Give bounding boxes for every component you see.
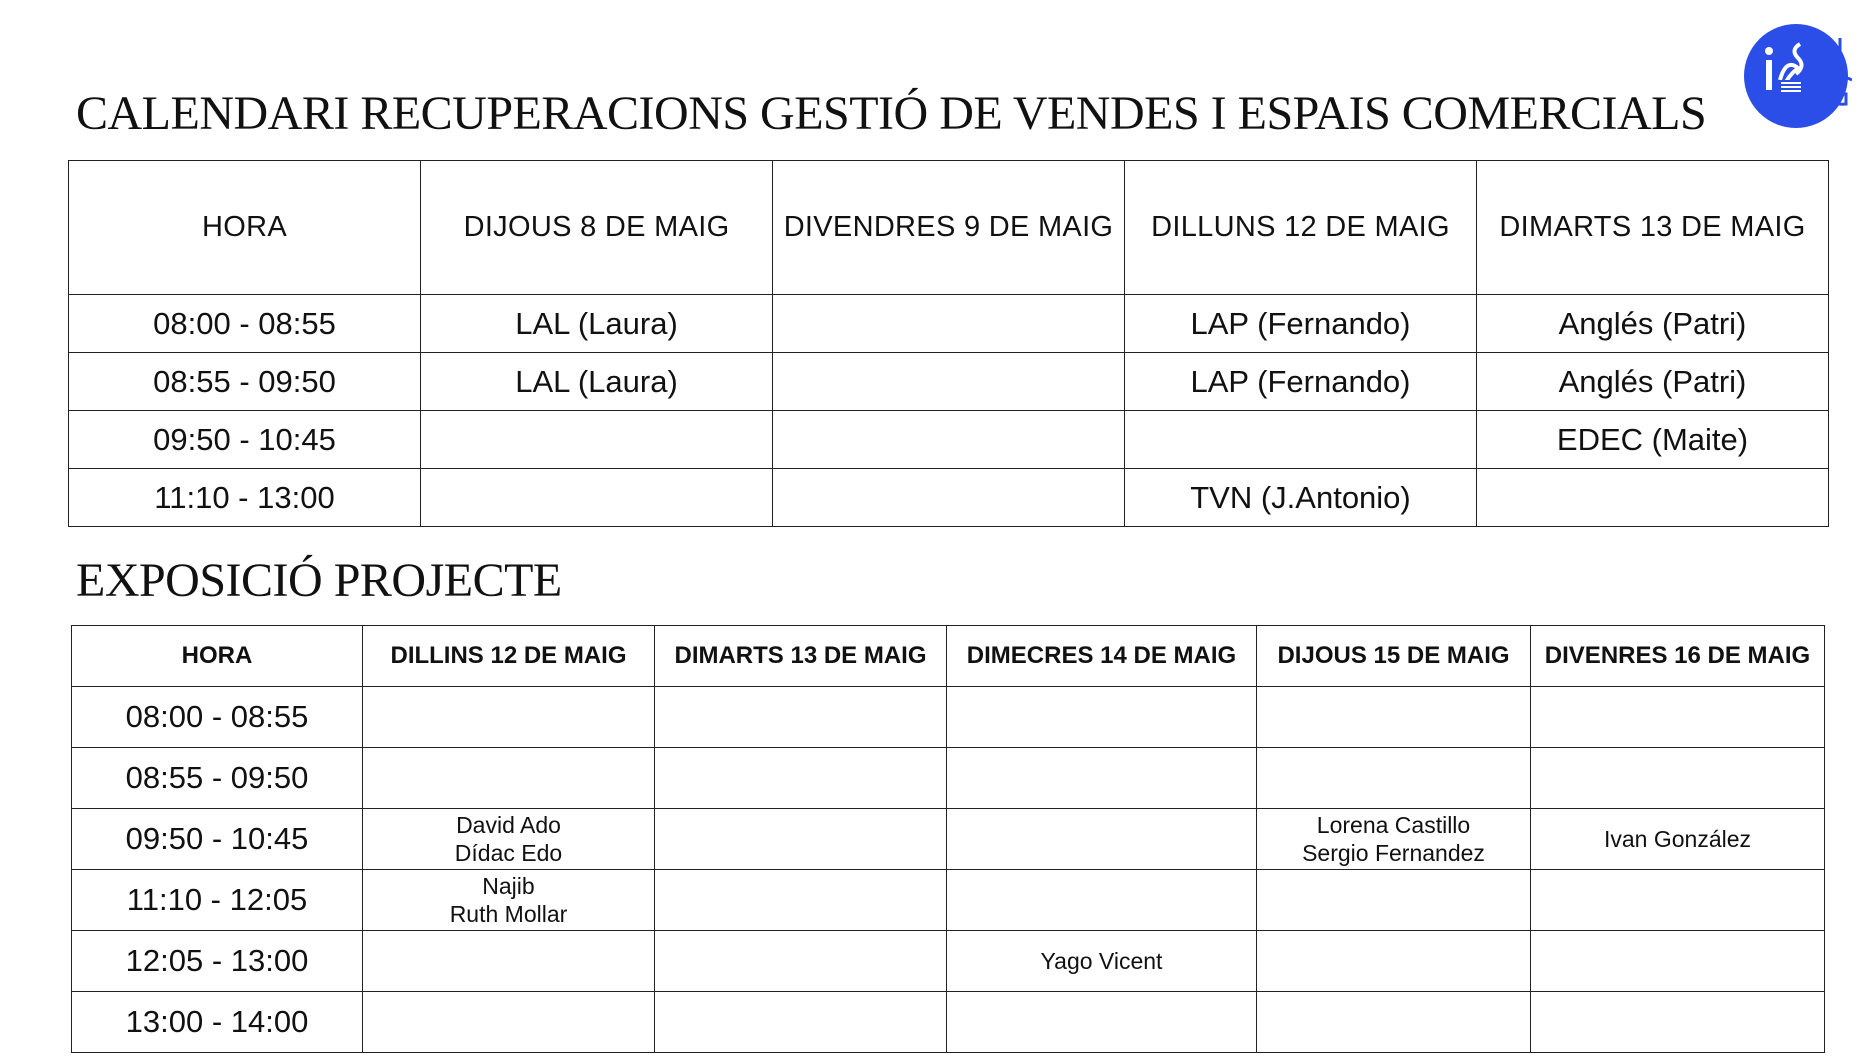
schedule-cell (773, 353, 1125, 411)
table-header-row (69, 161, 1829, 295)
header-cell-day: DIVENDRES 9 DE MAIG (773, 161, 1125, 295)
header-cell-day: DILLUNS 12 DE MAIG (1125, 161, 1477, 295)
exposicio-title: EXPOSICIÓ PROJECTE (76, 554, 562, 607)
schedule-cell (363, 687, 655, 748)
time-cell: 09:50 - 10:45 (69, 411, 421, 469)
schedule-cell (1531, 809, 1825, 870)
table-row (69, 295, 1829, 353)
time-cell: 13:00 - 14:00 (72, 992, 363, 1053)
schedule-cell: LAL (Laura) (421, 353, 773, 411)
time-cell: 09:50 - 10:45 (72, 809, 363, 870)
student-name: Ivan González (1603, 826, 1752, 852)
header-cell-hora: HORA (69, 161, 421, 295)
schedule-cell (947, 809, 1257, 870)
time-cell: 08:55 - 09:50 (69, 353, 421, 411)
time-cell: 12:05 - 13:00 (72, 931, 363, 992)
student-name: Najib (482, 873, 535, 899)
schedule-cell (947, 687, 1257, 748)
schedule-cell (947, 748, 1257, 809)
student-name: Yago Vicent (1040, 948, 1163, 974)
schedule-cell (1257, 931, 1531, 992)
schedule-cell (1531, 870, 1825, 931)
schedule-cell (363, 748, 655, 809)
header-cell-day: DIJOUS 8 DE MAIG (421, 161, 773, 295)
schedule-cell (1477, 469, 1829, 527)
schedule-cell (363, 992, 655, 1053)
student-name: Sergio Fernandez (1302, 840, 1485, 866)
schedule-cell (1257, 687, 1531, 748)
header-cell-day: DIVENRES 16 DE MAIG (1531, 626, 1825, 687)
table-row (69, 353, 1829, 411)
student-name: David Ado (456, 812, 561, 838)
header-cell-day: DIMECRES 14 DE MAIG (947, 626, 1257, 687)
schedule-cell (363, 931, 655, 992)
schedule-cell: Anglés (Patri) (1477, 353, 1829, 411)
schedule-cell (947, 992, 1257, 1053)
schedule-cell (947, 870, 1257, 931)
schedule-cell: LAL (Laura) (421, 295, 773, 353)
table-row (72, 687, 1825, 748)
time-cell: 11:10 - 13:00 (69, 469, 421, 527)
table-row (69, 411, 1829, 469)
table-row (69, 469, 1829, 527)
table-header-row (72, 626, 1825, 687)
student-name: Dídac Edo (454, 840, 563, 866)
table-row (72, 931, 1825, 992)
schedule-cell (1125, 411, 1477, 469)
schedule-cell: Anglés (Patri) (1477, 295, 1829, 353)
table-row (72, 809, 1825, 870)
header-cell-day: DIMARTS 13 DE MAIG (655, 626, 947, 687)
schedule-cell: LAP (Fernando) (1125, 295, 1477, 353)
schedule-cell (655, 992, 947, 1053)
school-logo (1740, 20, 1852, 132)
student-name: Ruth Mollar (449, 901, 568, 927)
schedule-cell (363, 870, 655, 931)
schedule-cell (1257, 809, 1531, 870)
schedule-cell (1531, 748, 1825, 809)
time-cell: 11:10 - 12:05 (72, 870, 363, 931)
schedule-cell (1531, 687, 1825, 748)
schedule-cell (1257, 992, 1531, 1053)
schedule-cell: EDEC (Maite) (1477, 411, 1829, 469)
schedule-cell (1257, 748, 1531, 809)
schedule-cell: LAP (Fernando) (1125, 353, 1477, 411)
header-cell-day: DIMARTS 13 DE MAIG (1477, 161, 1829, 295)
schedule-cell (1257, 870, 1531, 931)
time-cell: 08:00 - 08:55 (69, 295, 421, 353)
schedule-cell (773, 295, 1125, 353)
logo-letter-i (1765, 47, 1773, 90)
table-row (72, 748, 1825, 809)
header-cell-day: DILLINS 12 DE MAIG (363, 626, 655, 687)
time-cell: 08:55 - 09:50 (72, 748, 363, 809)
schedule-cell (947, 931, 1257, 992)
logo-circle (1744, 24, 1848, 128)
page-title: CALENDARI RECUPERACIONS GESTIÓ DE VENDES I ESPAIS COMERCIALS (76, 87, 1707, 140)
recuperacions-table (68, 160, 1829, 527)
schedule-cell: TVN (J.Antonio) (1125, 469, 1477, 527)
schedule-cell (363, 809, 655, 870)
time-cell: 08:00 - 08:55 (72, 687, 363, 748)
table-row (72, 992, 1825, 1053)
header-cell-hora: HORA (72, 626, 363, 687)
schedule-cell (655, 748, 947, 809)
schedule-cell (421, 411, 773, 469)
schedule-cell (773, 411, 1125, 469)
schedule-cell (421, 469, 773, 527)
schedule-cell (1531, 992, 1825, 1053)
header-cell-day: DIJOUS 15 DE MAIG (1257, 626, 1531, 687)
table-row (72, 870, 1825, 931)
schedule-cell (1531, 931, 1825, 992)
schedule-cell (655, 870, 947, 931)
schedule-cell (773, 469, 1125, 527)
schedule-cell (655, 687, 947, 748)
schedule-cell (655, 931, 947, 992)
student-name: Lorena Castillo (1316, 812, 1471, 838)
exposicio-table (71, 625, 1825, 1053)
schedule-cell (655, 809, 947, 870)
